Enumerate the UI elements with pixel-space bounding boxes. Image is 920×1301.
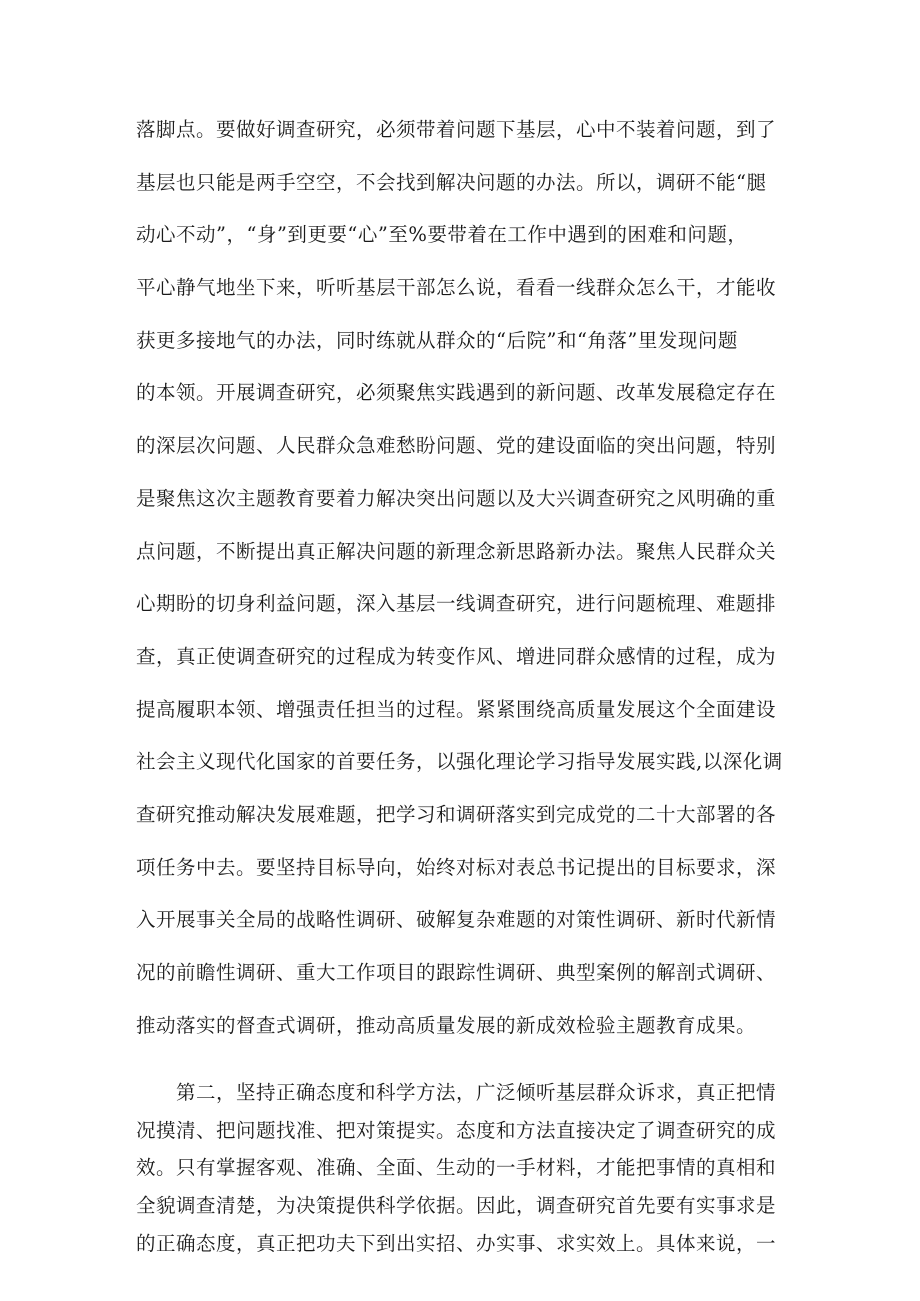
text-line: 获更多接地气的办法，同时练就从群众的“后院”和“角落”里发现问题 bbox=[136, 328, 738, 352]
text-line: 心期盼的切身利益问题，深入基层一线调查研究，进行问题梳理、难题排 bbox=[136, 592, 777, 616]
text-line: 推动落实的督查式调研，推动高质量发展的新成效检验主题教育成果。 bbox=[136, 1013, 757, 1037]
text-line: 是聚焦这次主题教育要着力解决突出问题以及大兴调查研究之风明确的重 bbox=[136, 486, 777, 510]
paragraph-second-point bbox=[136, 1074, 816, 1262]
text-line: 况的前瞻性调研、重大工作项目的跟踪性调研、典型案例的解剖式调研、 bbox=[136, 961, 777, 984]
text-line: 平心静气地坐下来，听听基层干部怎么说，看看一线群众怎么干，才能收 bbox=[136, 276, 777, 300]
text-line: 查研究推动解决发展难题，把学习和调研落实到完成党的二十大部署的各 bbox=[136, 802, 777, 826]
text-line: 动心不动”，“身”到更要“心”至%要带着在工作中遇到的困难和问题， bbox=[136, 223, 748, 247]
paragraph-continued bbox=[136, 104, 816, 1052]
text-line: 查，真正使调查研究的过程成为转变作风、增进同群众感情的过程，成为 bbox=[136, 644, 777, 668]
text-line: 效。只有掌握客观、准确、全面、生动的一手材料，才能把事情的真相和 bbox=[136, 1156, 777, 1180]
text-line: 提高履职本领、增强责任担当的过程。紧紧围绕高质量发展这个全面建设 bbox=[136, 697, 777, 721]
text-line: 入开展事关全局的战略性调研、破解复杂难题的对策性调研、新时代新情 bbox=[136, 908, 777, 932]
text-line: 的本领。开展调查研究，必须聚焦实践遇到的新问题、改革发展稳定存在 bbox=[136, 381, 777, 405]
text-line: 点问题，不断提出真正解决问题的新理念新思路新办法。聚焦人民群众关 bbox=[136, 539, 777, 563]
text-line: 况摸清、把问题找准、把对策提实。态度和方法直接决定了调查研究的成 bbox=[136, 1118, 777, 1142]
text-line: 基层也只能是两手空空，不会找到解决问题的办法。所以，调研不能“腿 bbox=[136, 170, 767, 194]
text-line: 社会主义现代化国家的首要任务，以强化理论学习指导发展实践,以深化调 bbox=[136, 750, 783, 774]
text-line: 的正确态度，真正把功夫下到出实招、办实事、求实效上。具体来说，一 bbox=[136, 1231, 777, 1255]
text-line: 落脚点。要做好调查研究，必须带着问题下基层，心中不装着问题，到了 bbox=[136, 118, 777, 141]
text-line: 项任务中去。要坚持目标导向，始终对标对表总书记提出的目标要求，深 bbox=[136, 855, 777, 879]
text-line: 第二，坚持正确态度和科学方法，广泛倾听基层群众诉求，真正把情 bbox=[176, 1081, 777, 1104]
text-line: 的深层次问题、人民群众急难愁盼问题、党的建设面临的突出问题，特别 bbox=[136, 434, 777, 458]
text-line: 全貌调查清楚，为决策提供科学依据。因此，调查研究首先要有实事求是 bbox=[136, 1194, 777, 1218]
